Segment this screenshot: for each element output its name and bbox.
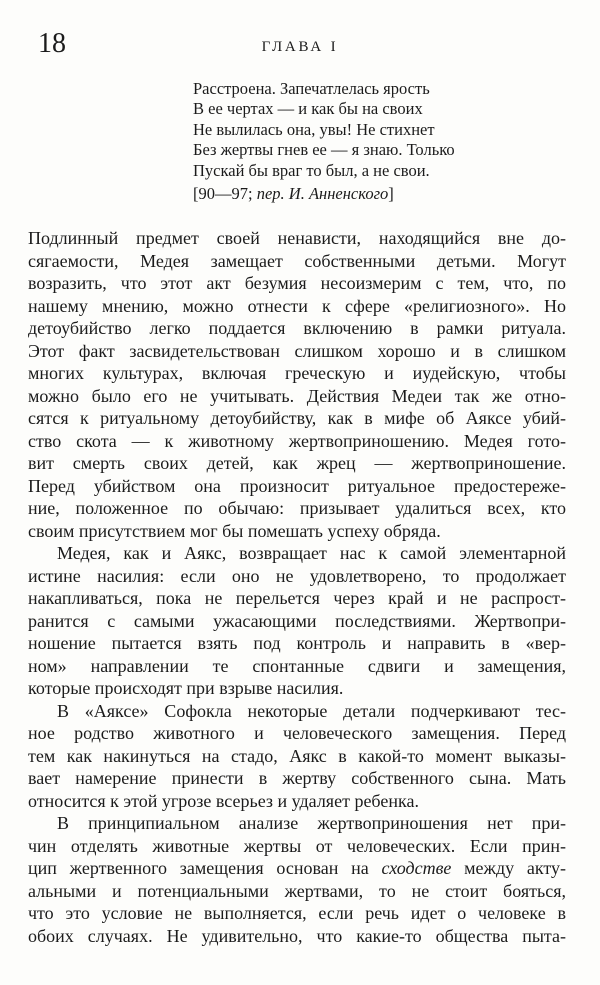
text-line: В принципиальном анализе жертвоприношения нет при- bbox=[57, 813, 566, 833]
text-line: нашему мнению, можно отнести к сфере «религиозного». Но bbox=[28, 295, 566, 316]
citation-reference: [90—97; bbox=[193, 183, 257, 203]
text-line: ное родство животного и человеческого замещения. Перед bbox=[28, 723, 566, 743]
text-line: своим присутствием мог бы помешать успеху обряда. bbox=[28, 520, 441, 541]
text-line: Перед убийством она произносит ритуальное предостереже- bbox=[28, 475, 566, 496]
text-line: многих культурах, включая греческую и иудейскую, чтобы bbox=[28, 363, 566, 383]
text-line: которые происходят при взрыве насилия. bbox=[28, 678, 344, 698]
text-line: накапливаться, пока не перельется через край и не распрост- bbox=[28, 588, 566, 608]
text-line: ство скота — к животному жертвоприношению. Медея гото- bbox=[28, 430, 566, 451]
chapter-header: ГЛАВА I bbox=[261, 39, 339, 55]
poem-line: Не вылилась она, увы! Не стихнет bbox=[193, 119, 435, 139]
text-line: Этот факт засвидетельствован слишком хорошо и в слишком bbox=[28, 340, 566, 361]
poem-citation bbox=[193, 184, 455, 204]
text-line: можно было его не учитывать. Действия Медеи так же отно- bbox=[28, 385, 566, 406]
citation-close-bracket: ] bbox=[388, 183, 394, 203]
poem-line: Без жертвы гнев ее — я знаю. Только bbox=[193, 140, 455, 160]
text-line: Медея, как и Аякс, возвращает нас к самой элементарной bbox=[57, 543, 566, 563]
body-text bbox=[28, 227, 566, 947]
poem-quote bbox=[193, 79, 455, 204]
italic-word: сходстве bbox=[381, 858, 452, 878]
text-line: относится к этой угрозе всерьез и удаляет ребенка. bbox=[28, 790, 419, 811]
text-line: тем как накинуться на стадо, Аякс в какой-то момент выказы- bbox=[28, 745, 566, 766]
text-line: истине насилия: если оно не удовлетворено, то продолжает bbox=[28, 565, 566, 586]
text-line: ранится с самыми ужасающими последствиями. Жертвопри- bbox=[28, 610, 566, 631]
page-number: 18 bbox=[38, 28, 66, 59]
text-line: возразить, что этот акт безумия несоизмерим с тем, что, по bbox=[28, 273, 566, 293]
poem-line: Пускай бы враг то был, а не свои. bbox=[193, 160, 430, 180]
text-line: сятся к ритуальному детоубийству, как в мифе об Аяксе убий- bbox=[28, 408, 566, 428]
text-line: ношение пытается взять под контроль и направить в «вер- bbox=[28, 633, 566, 653]
text-line: детоубийство легко поддается включению в рамки ритуала. bbox=[28, 318, 566, 338]
text-line: ном» направлении те спонтанные сдвиги и замещения, bbox=[28, 655, 566, 676]
text-segment: цип жертвенного замещения основан на bbox=[28, 858, 382, 878]
text-line-with-italic bbox=[28, 857, 566, 880]
text-line: вает намерение принести в жертву собственного сына. Мать bbox=[28, 768, 566, 788]
text-segment: между акту- bbox=[451, 858, 566, 878]
citation-translator: пер. И. Анненского bbox=[256, 183, 389, 203]
poem-line: В ее чертах — и как бы на своих bbox=[193, 99, 423, 119]
text-line: обоих случаях. Не удивительно, что какие-то общества пыта- bbox=[28, 925, 566, 946]
text-line: альными и потенциальными жертвами, то не стоит бояться, bbox=[28, 880, 566, 901]
text-line: сягаемости, Медея замещает собственными детьми. Могут bbox=[28, 250, 566, 271]
text-line: ние, положенное по обычаю: призывает удалиться всех, кто bbox=[28, 498, 566, 518]
text-line: Подлинный предмет своей ненависти, находящийся вне до- bbox=[28, 228, 566, 248]
text-line: что это условие не выполняется, если речь идет о человеке в bbox=[28, 903, 566, 923]
poem-line: Расстроена. Запечатлелась ярость bbox=[193, 79, 430, 98]
text-line: В «Аяксе» Софокла некоторые детали подчеркивают тес- bbox=[57, 700, 566, 721]
text-line: вит смерть своих детей, как жрец — жертвоприношение. bbox=[28, 453, 566, 473]
text-line: чин отделять животные жертвы от человеческих. Если прин- bbox=[28, 835, 566, 856]
